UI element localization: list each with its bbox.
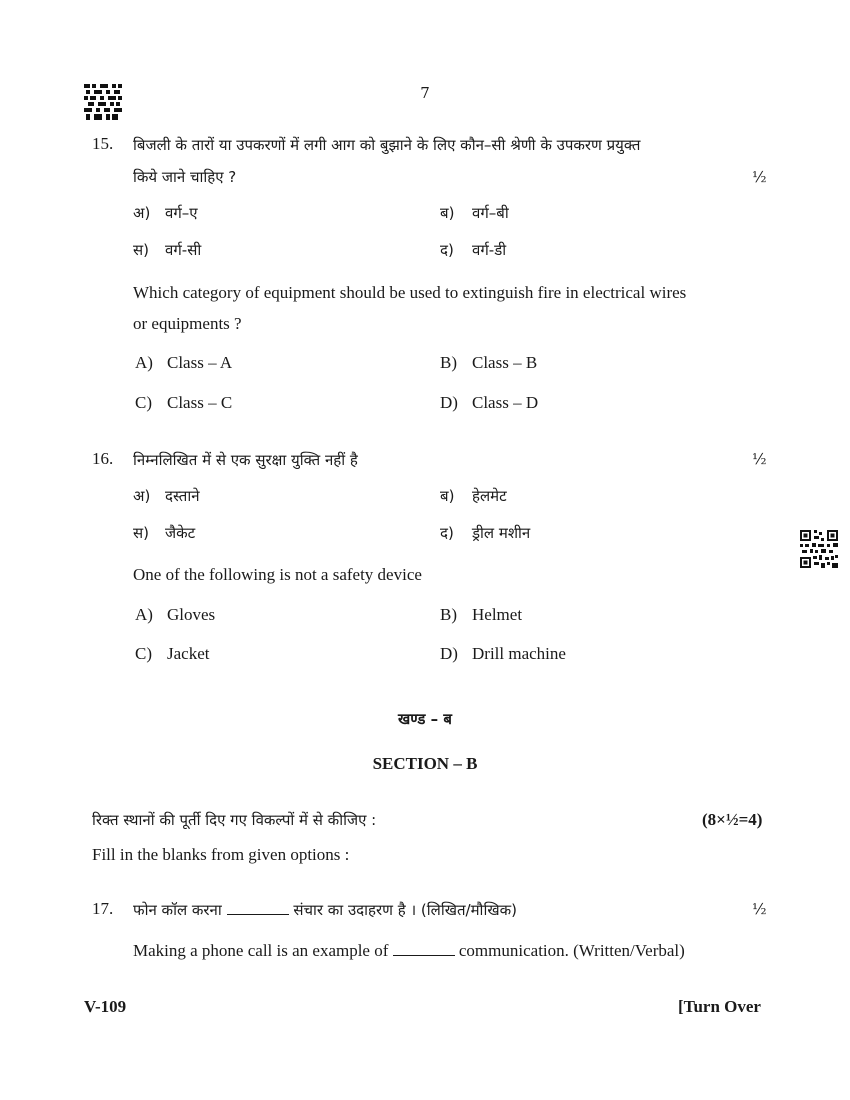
option-text: Class – A xyxy=(167,353,233,372)
question-english-text: One of the following is not a safety device xyxy=(133,565,422,584)
option-hindi xyxy=(440,523,530,543)
option-letter: स) xyxy=(133,241,149,259)
question-hindi-text: बिजली के तारों या उपकरणों में लगी आग को बुझाने के लिए कौन–सी श्रेणी के उपकरण प्रयुक्त xyxy=(133,136,641,154)
option-text: वर्ग–ए xyxy=(165,204,198,222)
option-english xyxy=(440,393,538,413)
question-hindi-text xyxy=(133,900,517,920)
option-english xyxy=(135,644,209,664)
option-english xyxy=(440,353,537,373)
answer-blank xyxy=(393,941,455,956)
option-letter: A) xyxy=(135,605,153,624)
option-hindi xyxy=(440,240,506,260)
option-letter: A) xyxy=(135,353,153,372)
option-text: Class – C xyxy=(167,393,233,412)
option-text: Gloves xyxy=(167,605,216,624)
option-english xyxy=(440,644,566,664)
section-instruction-hindi: रिक्त स्थानों की पूर्ती दिए गए विकल्पों में से कीजिए : xyxy=(92,811,377,829)
option-letter: ब) xyxy=(440,204,455,222)
option-text: दस्ताने xyxy=(165,487,200,505)
question-text-part: Making a phone call is an example of xyxy=(133,941,389,960)
question-marks: ½ xyxy=(752,168,767,186)
option-text: जैकेट xyxy=(165,524,196,542)
option-hindi xyxy=(133,523,195,543)
question-marks: ½ xyxy=(752,450,767,468)
option-text: वर्ग-सी xyxy=(165,241,202,259)
option-letter: B) xyxy=(440,353,457,372)
option-text: Helmet xyxy=(472,605,523,624)
option-letter: C) xyxy=(135,393,152,412)
option-hindi xyxy=(440,203,509,223)
option-english xyxy=(135,393,232,413)
section-title-hindi: खण्ड – ब xyxy=(398,710,452,728)
question-english-text xyxy=(133,941,685,961)
question-number: 17. xyxy=(92,899,114,918)
question-text-part: संचार का उदाहरण है । (लिखित/मौखिक) xyxy=(293,901,517,919)
option-letter: अ) xyxy=(133,204,151,222)
option-letter: D) xyxy=(440,644,458,663)
question-number: 15. xyxy=(92,134,114,153)
option-letter: D) xyxy=(440,393,458,412)
question-english-text: Which category of equipment should be used to extinguish fire in electrical wires xyxy=(133,283,687,302)
section-marks: (8×½=4) xyxy=(702,810,763,829)
qr-code-icon xyxy=(800,530,838,568)
answer-blank xyxy=(227,900,289,915)
option-letter: अ) xyxy=(133,487,151,505)
option-text: Jacket xyxy=(167,644,210,663)
option-letter: स) xyxy=(133,524,149,542)
option-text: वर्ग–बी xyxy=(472,204,509,222)
section-title-english: SECTION – B xyxy=(372,754,478,773)
option-english xyxy=(135,605,215,625)
question-number: 16. xyxy=(92,449,114,468)
option-letter: ब) xyxy=(440,487,455,505)
option-letter: B) xyxy=(440,605,457,624)
option-letter: C) xyxy=(135,644,152,663)
option-text: वर्ग-डी xyxy=(472,241,507,259)
option-text: Class – B xyxy=(472,353,538,372)
question-marks: ½ xyxy=(752,900,767,918)
option-hindi xyxy=(133,486,200,506)
section-instruction-english: Fill in the blanks from given options : xyxy=(92,845,350,864)
question-text-part: communication. (Written/Verbal) xyxy=(458,941,685,960)
option-text: Drill machine xyxy=(472,644,566,663)
option-hindi xyxy=(133,203,198,223)
turn-over-label: [Turn Over xyxy=(678,997,761,1016)
option-english xyxy=(440,605,522,625)
paper-code: V-109 xyxy=(84,997,127,1016)
option-letter: द) xyxy=(440,241,454,259)
option-english xyxy=(135,353,232,373)
option-letter: द) xyxy=(440,524,454,542)
question-english-text: or equipments ? xyxy=(133,314,242,333)
option-hindi xyxy=(440,486,507,506)
option-text: Class – D xyxy=(472,393,539,412)
option-hindi xyxy=(133,240,201,260)
option-text: हेलमेट xyxy=(472,487,507,505)
question-hindi-text: किये जाने चाहिए ? xyxy=(133,168,237,186)
page-number: 7 xyxy=(420,84,430,102)
question-hindi-text: निम्नलिखित में से एक सुरक्षा युक्ति नहीं है xyxy=(133,451,358,469)
question-text-part: फोन कॉल करना xyxy=(133,901,222,919)
option-text: ड्रील मशीन xyxy=(472,524,531,542)
